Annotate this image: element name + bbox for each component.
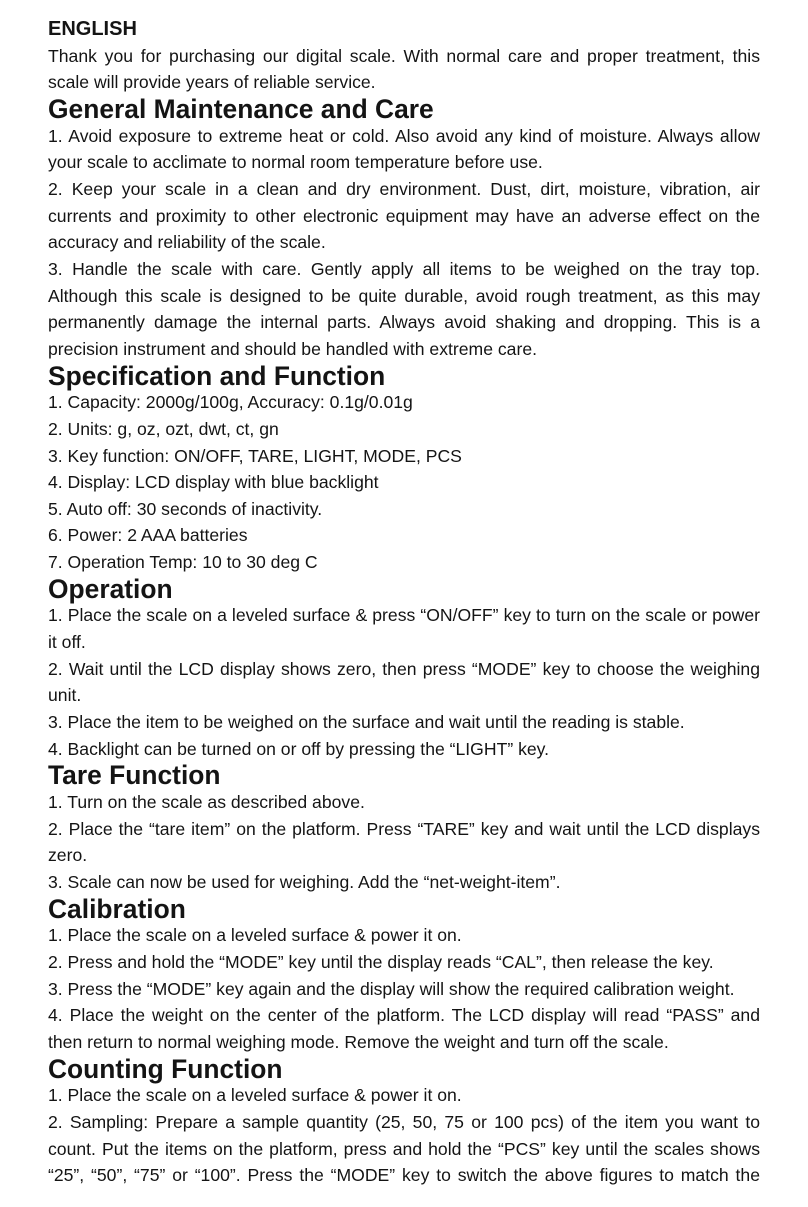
section-heading: Tare Function [48, 760, 221, 791]
intro-paragraph: Thank you for purchasing our digital scale. With normal care and proper treatment, this scale will provide years of reliable service. [48, 45, 760, 93]
list-item: 2. Press and hold the “MODE” key until the display reads “CAL”, then release the key. [48, 951, 714, 972]
list-item: 3. Scale can now be used for weighing. Add the “net-weight-item”. [48, 872, 561, 892]
section-heading: Operation [48, 573, 173, 604]
list-item: 2. Wait until the LCD display shows zero, then press “MODE” key to choose the weighing unit. [48, 658, 760, 706]
calibration-section [48, 893, 760, 1056]
list-item: 3. Press the “MODE” key again and the display will show the required calibration weight. [48, 978, 735, 999]
section-heading: Calibration [48, 893, 186, 924]
section-heading: Specification and Function [48, 360, 386, 391]
section-heading: General Maintenance and Care [48, 93, 434, 124]
list-item: 3. Place the item to be weighed on the surface and wait until the reading is stable. [48, 712, 685, 733]
list-item: 2. Units: g, oz, ozt, dwt, ct, gn [48, 418, 279, 439]
list-item: 2. Place the “tare item” on the platform. Press “TARE” key and wait until the LCD displays zero. [48, 818, 760, 866]
list-item: 1. Turn on the scale as described above. [48, 792, 365, 813]
list-item: 2. Sampling: Prepare a sample quantity (25, 50, 75 or 100 pcs) of the item you want to count. Put the items on the platform, press and hold the “PCS” key until the scales shows “25”, “50”, “75” or “100”. Press the “MODE” key to switch the above figures to match the [48, 1111, 760, 1186]
specification-section [48, 360, 760, 576]
operation-section [48, 573, 760, 763]
list-item: 3. Handle the scale with care. Gently apply all items to be weighed on the tray top. Although this scale is designed to be quite durable, avoid rough treatment, as this may permanently damage the internal parts. Always avoid shaking and dropping. This is a precision instrument and should be handled with extreme care. [48, 258, 760, 359]
list-item: 1. Place the scale on a leveled surface & power it on. [48, 925, 462, 946]
list-item: 1. Place the scale on a leveled surface & press “ON/OFF” key to turn on the scale or power it off. [48, 605, 760, 653]
language-heading: ENGLISH [48, 18, 137, 40]
maintenance-section [48, 93, 760, 363]
manual-page [48, 16, 760, 1189]
list-item: 4. Display: LCD display with blue backlight [48, 472, 379, 493]
list-item: 1. Capacity: 2000g/100g, Accuracy: 0.1g/0.01g [48, 392, 413, 413]
list-item: 7. Operation Temp: 10 to 30 deg C [48, 552, 318, 573]
list-item: 4. Backlight can be turned on or off by pressing the “LIGHT” key. [48, 738, 550, 759]
list-item: 3. Key function: ON/OFF, TARE, LIGHT, MODE, PCS [48, 445, 462, 466]
tare-section [48, 762, 760, 895]
list-item: 1. Place the scale on a leveled surface & power it on. [48, 1085, 462, 1106]
list-item: 6. Power: 2 AAA batteries [48, 525, 248, 546]
counting-section [48, 1053, 760, 1189]
list-item: 1. Avoid exposure to extreme heat or cold. Also avoid any kind of moisture. Always allow your scale to acclimate to normal room temperature before use. [48, 125, 760, 173]
list-item: 2. Keep your scale in a clean and dry environment. Dust, dirt, moisture, vibration, air currents and proximity to other electronic equipment may have an adverse effect on the accuracy and reliability of the scale. [48, 178, 760, 253]
list-item: 4. Place the weight on the center of the platform. The LCD display will read “PASS” and then return to normal weighing mode. Remove the weight and turn off the scale. [48, 1005, 760, 1052]
list-item: 5. Auto off: 30 seconds of inactivity. [48, 498, 323, 519]
section-heading: Counting Function [48, 1053, 283, 1084]
